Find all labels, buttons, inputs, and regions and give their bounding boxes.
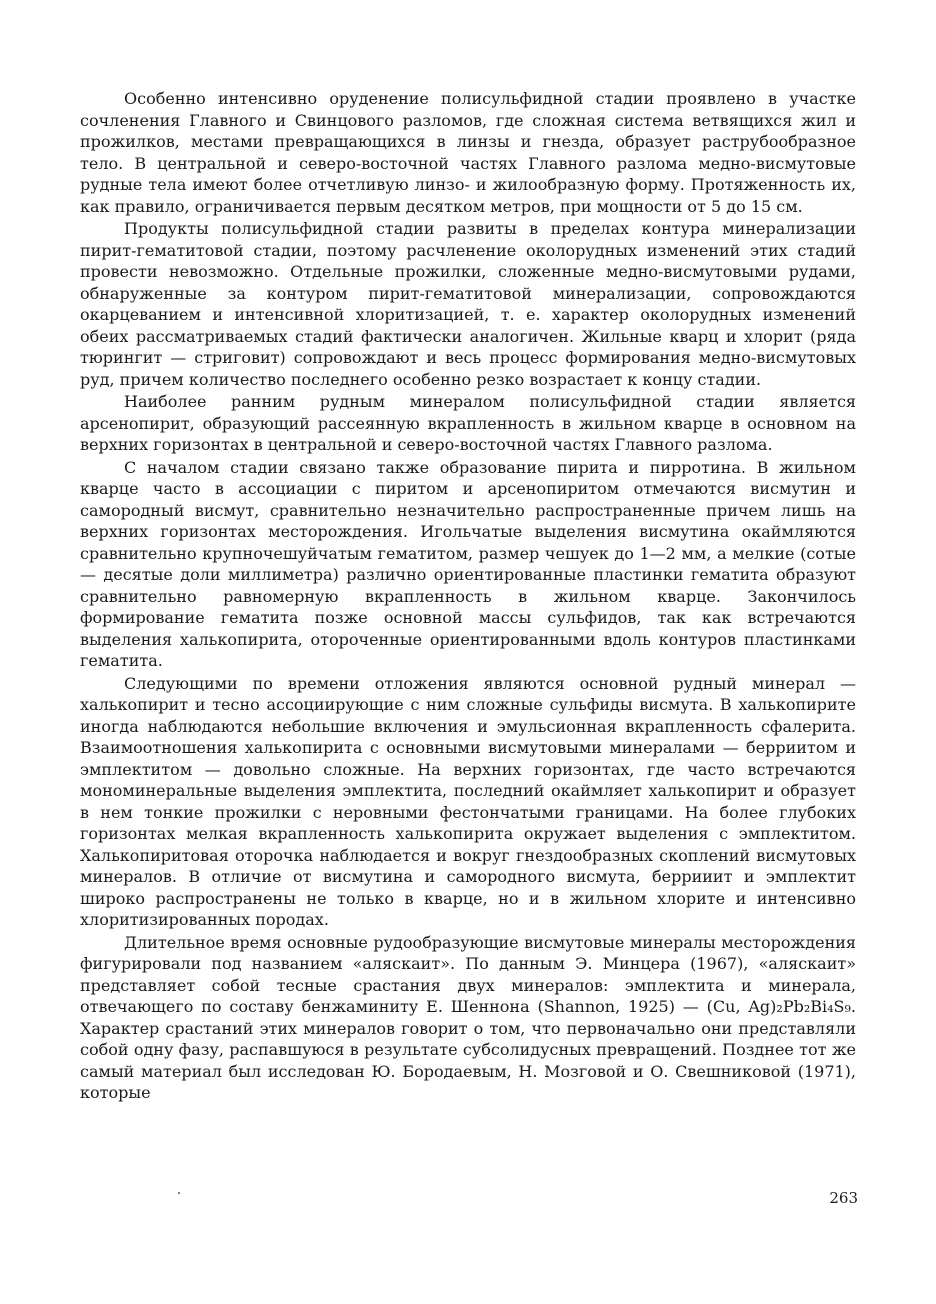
scan-speck <box>178 1192 180 1194</box>
paragraph-2: Продукты полисульфидной стадии развиты в пределах контура минерализации пирит-гематитовой стадии, поэтому расчленение околорудных изменений этих стадий провести невозможно. Отдельные прожилки, сложенные медно-висмутовыми рудами, обнаруженные за контуром пирит-гематитовой минерализации, сопровождаются окарцеванием и интенсивной хлоритизацией, т. е. характер околорудных изменений обеих рассматриваемых стадий фактически аналогичен. Жильные кварц и хлорит (ряда тюрингит — стриговит) сопровождают и весь процесс формирования медно-висмутовых руд, причем количество последнего особенно резко возрастает к концу стадии. <box>80 219 856 389</box>
paragraph-1: Особенно интенсивно оруденение полисульфидной стадии проявлено в участке сочленения Главного и Свинцового разломов, где сложная система ветвящихся жил и прожилков, местами превращающихся в линзы и гнезда, образует раструбообразное тело. В центральной и северо-восточной частях Главного разлома медно-висмутовые рудные тела имеют более отчетливую линзо- и жилообразную форму. Протяженность их, как правило, ограничивается первым десятком метров, при мощности от 5 до 15 см. <box>80 89 856 216</box>
paragraph-6: Длительное время основные рудообразующие висмутовые минералы месторождения фигурировали под названием «аляскаит». По данным Э. Минцера (1967), «аляскаит» представляет собой тесные срастания двух минералов: эмплектита и минерала, отвечающего по составу бенжаминиту Е. Шеннона (Shannon, 1925) — (Cu, Ag)₂Pb₂Bi₄S₉. Характер срастаний этих минералов говорит о том, что первоначально они представляли собой одну фазу, распавшуюся в результате субсолидусных превращений. Позднее тот же самый материал был исследован Ю. Бородаевым, Н. Мозговой и О. Свешниковой (1971), которые <box>80 932 856 1102</box>
paragraph-5: Следующими по времени отложения являются основной рудный минерал — халькопирит и тесно ассоциирующие с ним сложные сульфиды висмута. В халькопирите иногда наблюдаются небольшие включения и эмульсионная вкрапленность сфалерита. Взаимоотношения халькопирита с основными висмутовыми минералами — берриитом и эмплектитом — довольно сложные. На верхних горизонтах, где часто встречаются мономинеральные выделения эмплектита, последний окаймляет халькопирит и образует в нем тонкие прожилки с неровными фестончатыми границами. На более глубоких горизонтах мелкая вкрапленность халькопирита окружает выделения с эмплектитом. Халькопиритовая оторочка наблюдается и вокруг гнездообразных скоплений висмутовых минералов. В отличие от висмутина и самородного висмута, беррииит и эмплектит широко распространены не только в кварце, но и в жильном хлорите и интенсивно хлоритизированных породах. <box>80 673 856 929</box>
paragraph-4: С началом стадии связано также образование пирита и пирротина. В жильном кварце часто в ассоциации с пиритом и арсенопиритом отмечаются висмутин и самородный висмут, сравнительно незначительно распространенные причем лишь на верхних горизонтах месторождения. Игольчатые выделения висмутина окаймляются сравнительно крупночешуйчатым гематитом, размер чешуек до 1—2 мм, а мелкие (сотые — десятые доли миллиметра) различно ориентированные пластинки гематита образуют сравнительно равномерную вкрапленность в жильном кварце. Закончилось формирование гематита позже основной массы сульфидов, так как встречаются выделения халькопирита, отороченные ориентированными вдоль контуров пластинками гематита. <box>80 457 856 670</box>
page-number: 263 <box>829 1189 858 1207</box>
text-body <box>80 88 856 1104</box>
paragraph-3: Наиболее ранним рудным минералом полисульфидной стадии является арсенопирит, образующий рассеянную вкрапленность в жильном кварце в основном на верхних горизонтах в центральной и северо-восточной частях Главного разлома. <box>80 392 856 454</box>
